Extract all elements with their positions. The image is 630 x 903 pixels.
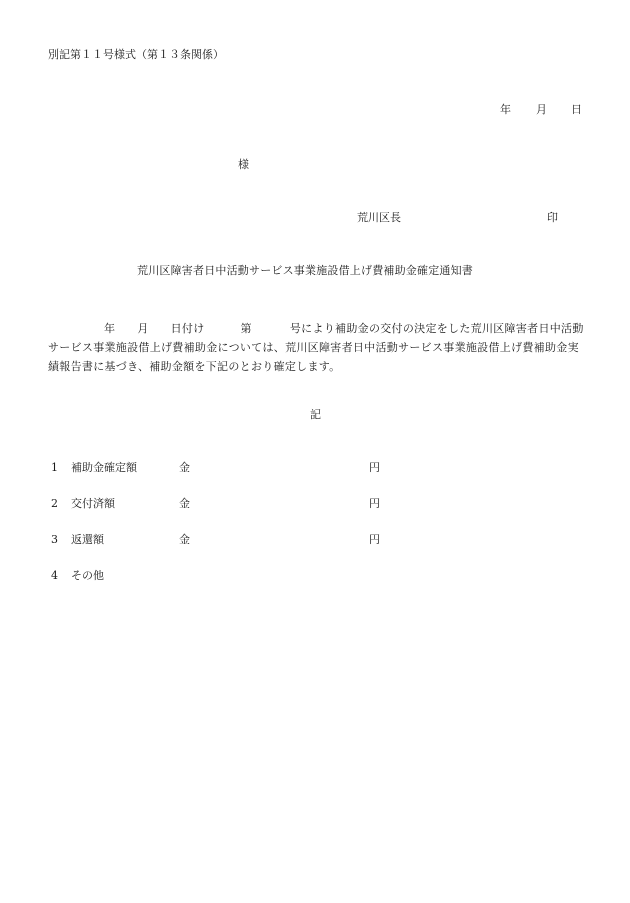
date-year: 年 — [500, 103, 511, 116]
item-unit: 円 — [369, 533, 380, 546]
body-year: 年 — [104, 322, 116, 335]
form-label: 別記第１１号様式（第１３条関係） — [48, 48, 224, 61]
body-month: 月 — [137, 322, 149, 335]
ki-heading: 記 — [310, 408, 321, 421]
addressee-suffix: 様 — [238, 158, 249, 171]
item-number: 3 — [51, 533, 58, 546]
body-number-prefix: 第 — [240, 322, 252, 335]
item-label: 交付済額 — [71, 497, 115, 510]
issuer-title: 荒川区長 — [357, 211, 401, 224]
item-prefix: 金 — [179, 497, 190, 510]
item-prefix: 金 — [179, 533, 190, 546]
document-title: 荒川区障害者日中活動サービス事業施設借上げ費補助金確定通知書 — [137, 264, 473, 277]
date-day: 日 — [571, 103, 582, 116]
item-number: 2 — [51, 497, 58, 510]
item-prefix: 金 — [179, 461, 190, 474]
body-day-suffix: 日付け — [170, 322, 205, 335]
item-number: 1 — [51, 461, 58, 474]
date-month: 月 — [536, 103, 547, 116]
item-unit: 円 — [369, 497, 380, 510]
item-number: 4 — [51, 569, 58, 582]
seal-mark: 印 — [547, 211, 558, 224]
body-paragraph — [48, 319, 588, 376]
item-unit: 円 — [369, 461, 380, 474]
item-label: 補助金確定額 — [71, 461, 137, 474]
item-label: その他 — [71, 569, 104, 582]
body-text: 号により補助金の交付の決定をした荒川区障害者日中活動サービス事業施設借上げ費補助金については、荒川区障害者日中活動サービス事業施設借上げ費補助金実績報告書に基づき、補助金額を下記のとおり確定します。 — [48, 322, 584, 373]
item-label: 返還額 — [71, 533, 104, 546]
